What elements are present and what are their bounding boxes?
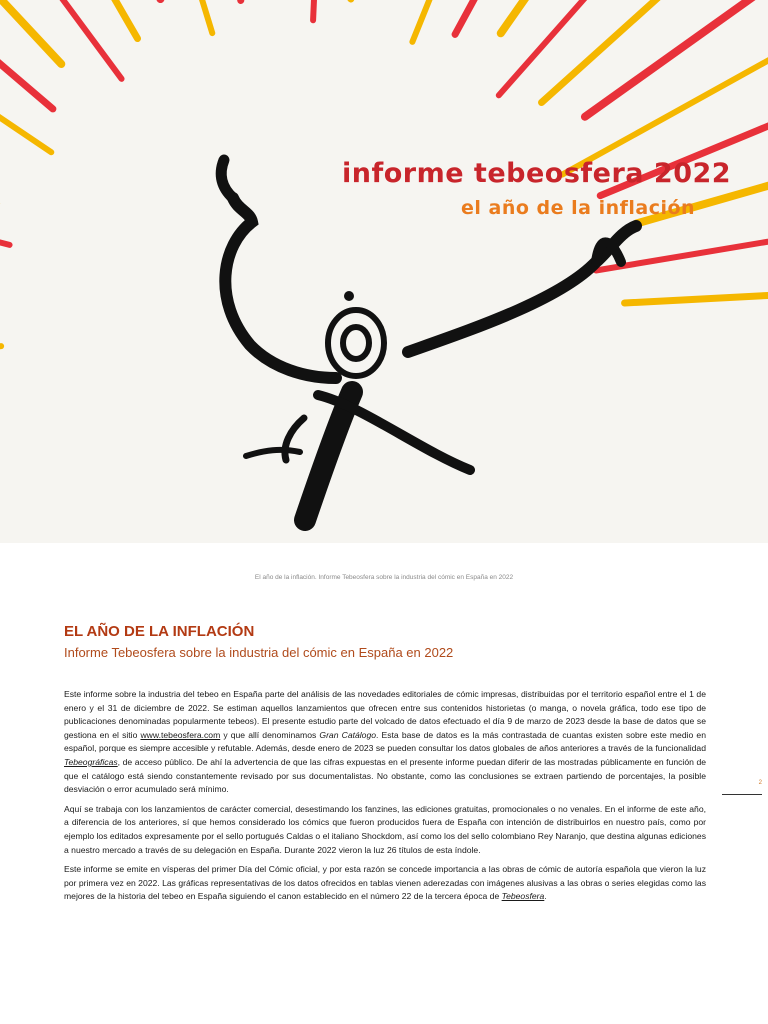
cover-title: informe tebeosfera 2022 <box>342 158 732 189</box>
sun-ray <box>499 0 671 95</box>
sun-ray <box>0 180 10 245</box>
running-header: El año de la inflación. Informe Tebeosfera sobre la industria del cómic en España en 2022 <box>254 574 514 581</box>
document-subtitle: Informe Tebeosfera sobre la industria del cómic en España en 2022 <box>64 645 454 660</box>
paragraph-3: Este informe se emite en vísperas del primer Día del Cómic oficial, y por esta razón se concede importancia a las obras de cómic de autoría española que vieron la luz por primera vez en 2022. Las gráficas representativas de los datos ofrecidos en tablas vienen aderezadas con imágenes alusivas a las obras o series elegidas como las mejores de la historia del tebeo en España siguiendo el canon establecido en el número 22 de la tercera época de Tebeosfera. <box>64 864 706 902</box>
sun-ray <box>585 0 756 117</box>
tebeosfera-link[interactable]: www.tebeosfera.com <box>140 729 221 740</box>
tebeosfera-magazine-link[interactable]: Tebeosfera <box>501 891 545 902</box>
sun-ray <box>136 0 212 33</box>
sun-ray <box>0 346 1 369</box>
body-text <box>64 688 706 910</box>
tebeograficas-link[interactable]: Tebeográficas <box>64 756 118 767</box>
document-title: EL AÑO DE LA INFLACIÓN <box>64 623 255 640</box>
gran-catalogo-text: Gran Catálogo <box>319 729 377 740</box>
page-number: 2 <box>722 780 762 795</box>
sun-ray <box>0 0 53 109</box>
paragraph-2: Aquí se trabaja con los lanzamientos de carácter comercial, desestimando los fanzines, las ediciones gratuitas, promocionales o no venales. En el informe de este año, a diferencia de los anteriores, sí que hemos considerado los cómics que fueron producidos fuera de España con intención de distribuirlos en nuestro país, como por ejemplo los editados expresamente por el sello portugués Caldas o el italiano Shockdom, así como los del sello colombiano Rey Naranjo, que destina algunas ediciones a nuestro mercado a través de su delegación en España. Durante 2022 vieron la luz 26 títulos de esta índole. <box>64 803 706 855</box>
sun-ray <box>625 291 768 303</box>
sun-ray <box>0 0 61 64</box>
paragraph-1: Este informe sobre la industria del tebeo en España parte del análisis de las novedades editoriales de cómic impresas, distribuidas por el territorio español entre el 1 de enero y el 31 de diciembre de 2022. Se estiman aquellos lanzamientos que ofrecen entre sus contenidos historietas (o manga, o novela gráfica, todo ese tipo de publicaciones denominadas popularmente tebeos). El presente estudio parte del volcado de datos efectuado el día 9 de marzo de 2023 desde la base de datos que se gestiona en el sitio www.tebeosfera.com y que allí denominamos Gran Catálogo. Esta base de datos es la más contrastada de cuantas existen sobre este medio en español, porque es siempre accesible y refutable. Además, desde enero de 2023 se pueden consultar los datos globales de años anteriores a través de la funcionalidad Tebeográficas, de acceso público. De ahí la advertencia de que las cifras expuestas en el presente informe puedan diferir de las mostradas públicamente en función de que el catálogo está siendo constantemente revisado por sus documentalistas. No obstante, como las conclusiones se extraen partiendo de porcentajes, la posible desviación o error acumulado será mínimo. <box>64 689 706 795</box>
cover-subtitle: el año de la inflación <box>461 197 696 219</box>
sun-ray <box>313 0 324 20</box>
